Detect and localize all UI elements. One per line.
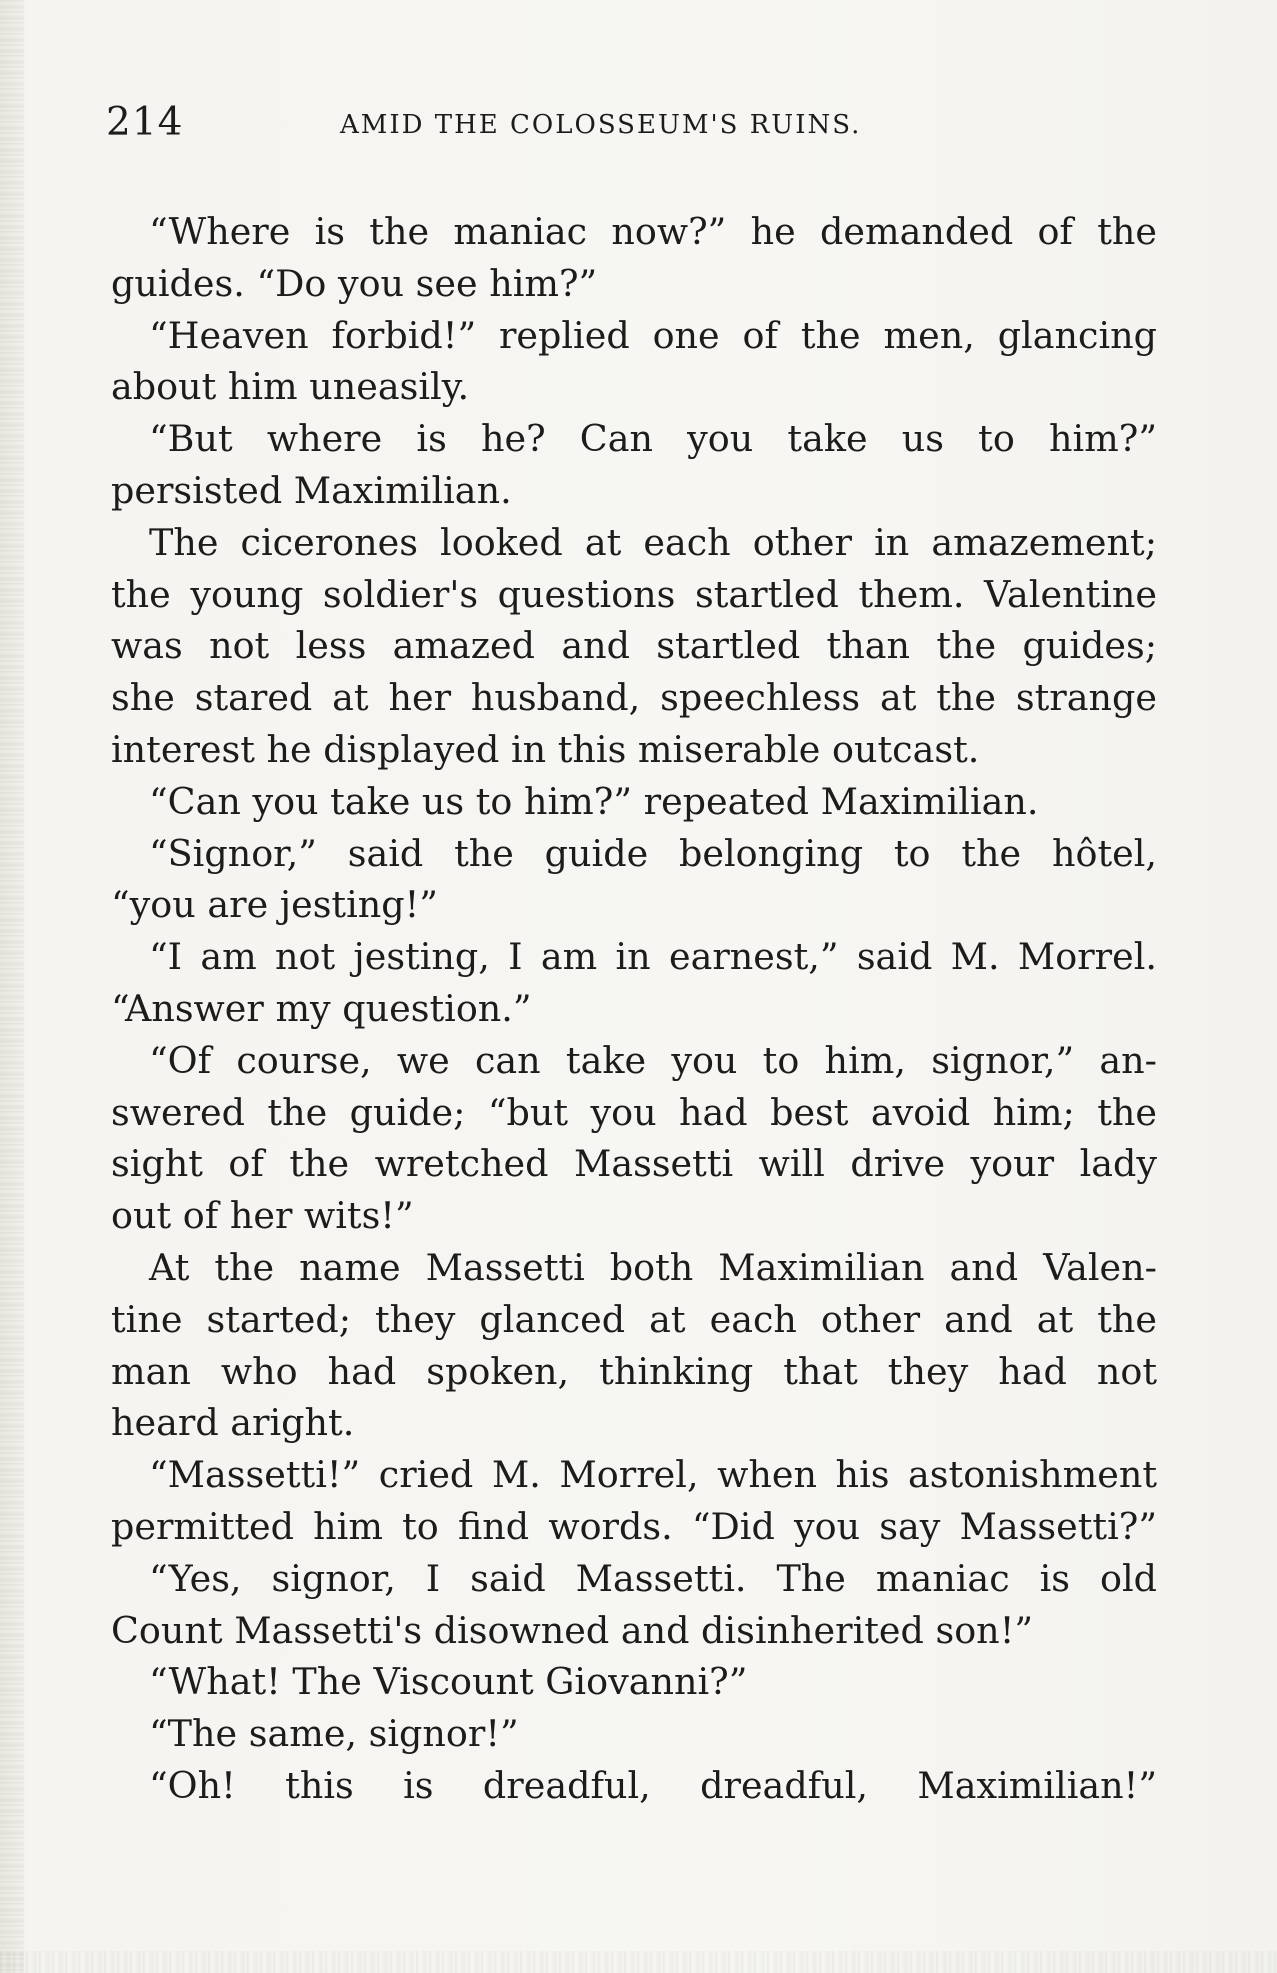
text-line: “But where is he? Can you take us to him?” — [149, 417, 1157, 461]
text-line: “Of course, we can take you to him, signor,” an- — [149, 1038, 1157, 1082]
text-line: Count Massetti's disowned and disinherited son!” — [111, 1608, 1034, 1652]
text-line: guides. “Do you see him?” — [111, 261, 598, 305]
text-line: tine started; they glanced at each other and at the — [111, 1297, 1157, 1341]
text-line: “you are jesting!” — [111, 883, 438, 927]
text-line: “Signor,” said the guide belonging to the hôtel, — [149, 831, 1157, 875]
text-line: she stared at her husband, speechless at the strange — [111, 676, 1157, 720]
page-bottom-edge — [0, 1951, 1277, 1973]
text-line: swered the guide; “but you had best avoid him; the — [111, 1090, 1157, 1134]
text-line: sight of the wretched Massetti will drive your lady — [111, 1142, 1157, 1186]
text-line: heard aright. — [111, 1401, 355, 1445]
text-line: “Oh! this is dreadful, dreadful, Maximilian!” — [149, 1763, 1157, 1807]
text-line: “Can you take us to him?” repeated Maximilian. — [149, 779, 1039, 823]
text-line: The cicerones looked at each other in amazement; — [149, 520, 1157, 564]
text-line: “Yes, signor, I said Massetti. The maniac is old — [149, 1556, 1157, 1600]
text-line: the young soldier's questions startled them. Valentine — [111, 572, 1157, 616]
text-line: “The same, signor!” — [149, 1712, 519, 1756]
page-number: 214 — [106, 100, 184, 145]
text-line: At the name Massetti both Maximilian and Valen- — [149, 1245, 1157, 1289]
text-line: “Where is the maniac now?” he demanded of the — [149, 210, 1157, 253]
text-line: was not less amazed and startled than the guides; — [111, 624, 1157, 668]
text-line: about him uneasily. — [111, 365, 470, 409]
text-line: “Heaven forbid!” replied one of the men, glancing — [149, 313, 1157, 357]
text-line: out of her wits!” — [111, 1194, 414, 1238]
page-header — [106, 100, 1156, 160]
text-line: permitted him to find words. “Did you say Massetti?” — [111, 1504, 1157, 1548]
text-line: “I am not jesting, I am in earnest,” said M. Morrel. — [149, 935, 1157, 979]
text-line: interest he displayed in this miserable outcast. — [111, 727, 980, 771]
text-line: man who had spoken, thinking that they had not — [111, 1349, 1157, 1393]
text-line: persisted Maximilian. — [111, 468, 512, 512]
text-line: “Answer my question.” — [111, 986, 532, 1030]
body-text — [111, 206, 1157, 1812]
text-line: “Massetti!” cried M. Morrel, when his astonishment — [149, 1453, 1157, 1497]
page-gutter-shadow — [0, 0, 24, 1973]
text-line: “What! The Viscount Giovanni?” — [149, 1660, 748, 1704]
running-title: AMID THE COLOSSEUM'S RUINS. — [340, 110, 862, 140]
